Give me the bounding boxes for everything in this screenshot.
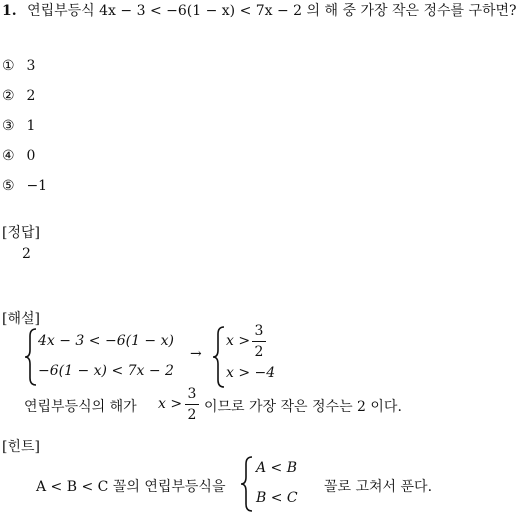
conclusion-after: 이므로 가장 작은 정수는 2 이다. [204, 399, 402, 415]
system-left-line-1: 4x − 3 < −6(1 − x) [38, 333, 174, 349]
fraction-bar [252, 341, 266, 342]
fraction-numerator: 3 [254, 323, 264, 339]
option-3[interactable] [2, 118, 35, 134]
option-4-mark: ④ [2, 148, 15, 164]
answer-heading: [정답] [2, 225, 40, 241]
system-right-line-1: x > [226, 333, 251, 349]
option-4[interactable] [2, 148, 35, 164]
system-left-line-2: −6(1 − x) < 7x − 2 [38, 363, 174, 379]
system-right-line-2: x > −4 [226, 365, 276, 381]
right-brace-icon [212, 326, 226, 388]
option-2-mark: ② [2, 88, 15, 104]
hint-text-after: 꼴로 고쳐서 푼다. [324, 479, 433, 495]
option-3-mark: ③ [2, 118, 15, 134]
left-brace-icon [24, 328, 38, 386]
option-3-value: 1 [26, 118, 36, 134]
conclusion-fraction [185, 386, 199, 423]
hint-text-before: A < B < C 꼴의 연립부등식을 [36, 479, 226, 495]
option-1[interactable] [2, 58, 35, 74]
question-stem: 연립부등식 4x − 3 < −6(1 − x) < 7x − 2 의 해 중 가장 작은 정수를 구하면? [27, 3, 517, 19]
conclusion-expr: x > [158, 396, 183, 412]
hint-system-line-1: A < B [256, 460, 298, 476]
option-5-mark: ⑤ [2, 178, 15, 194]
question-number: 1. [2, 3, 17, 19]
hint-brace-icon [240, 456, 254, 512]
conclusion-fraction-denominator: 2 [187, 407, 197, 423]
option-5[interactable] [2, 178, 47, 194]
option-2[interactable] [2, 88, 35, 104]
question-line [2, 0, 517, 20]
conclusion-before: 연립부등식의 해가 [24, 399, 137, 415]
option-1-mark: ① [2, 58, 15, 74]
option-5-value: −1 [26, 178, 48, 194]
answer-value: 2 [22, 246, 31, 262]
fraction-three-halves [252, 323, 266, 360]
hint-system-line-2: B < C [256, 490, 298, 506]
hint-heading: [힌트] [2, 439, 40, 455]
implies-arrow: → [190, 346, 202, 362]
conclusion-fraction-bar [185, 404, 199, 405]
option-4-value: 0 [26, 148, 36, 164]
option-1-value: 3 [26, 58, 36, 74]
explanation-heading: [해설] [2, 311, 40, 327]
conclusion-fraction-numerator: 3 [187, 386, 197, 402]
fraction-denominator: 2 [254, 344, 264, 360]
option-2-value: 2 [26, 88, 36, 104]
